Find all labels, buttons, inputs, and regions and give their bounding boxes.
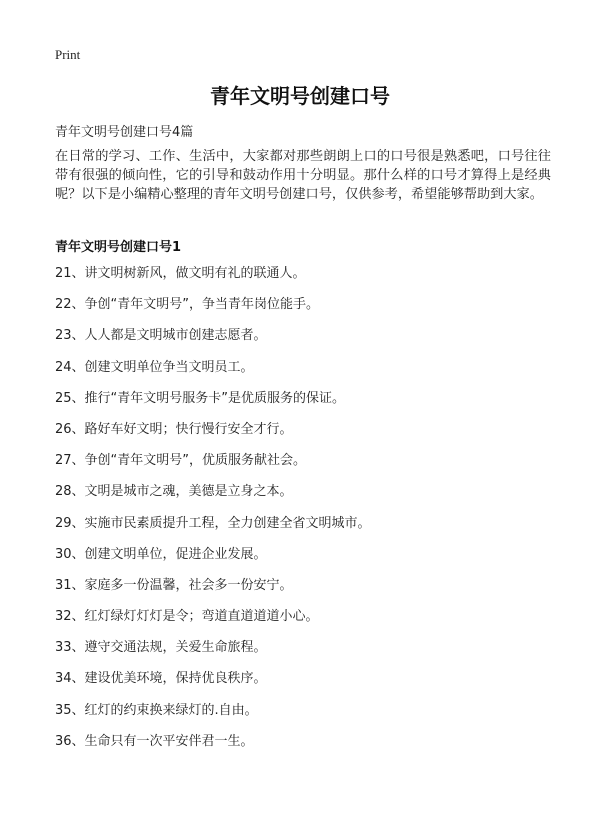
list-item: 32、红灯绿灯灯灯是令；弯道直道道道小心。 xyxy=(55,609,319,625)
section-heading: 青年文明号创建口号1 xyxy=(55,240,182,255)
list-item: 33、遵守交通法规，关爱生命旅程。 xyxy=(55,640,267,656)
list-item: 35、红灯的约束换来绿灯的.自由。 xyxy=(55,702,258,718)
list-item: 22、争创“青年文明号”，争当青年岗位能手。 xyxy=(55,297,320,313)
list-item: 36、生命只有一次平安伴君一生。 xyxy=(55,733,254,749)
page-title: 青年文明号创建口号 xyxy=(210,84,390,108)
list-item: 27、争创“青年文明号”，优质服务献社会。 xyxy=(55,453,307,469)
slogan-list xyxy=(55,266,371,765)
document-subtitle: 青年文明号创建口号4篇 xyxy=(55,125,194,140)
print-label: Print xyxy=(55,47,81,62)
list-item: 29、实施市民素质提升工程，全力创建全省文明城市。 xyxy=(55,515,371,531)
list-item: 30、创建文明单位，促进企业发展。 xyxy=(55,546,267,562)
list-item: 26、路好车好文明；快行慢行安全才行。 xyxy=(55,421,293,437)
list-item: 23、人人都是文明城市创建志愿者。 xyxy=(55,328,267,344)
list-item: 24、创建文明单位争当文明员工。 xyxy=(55,359,254,375)
list-item: 28、文明是城市之魂，美德是立身之本。 xyxy=(55,484,293,500)
list-item: 31、家庭多一份温馨，社会多一份安宁。 xyxy=(55,577,293,593)
list-item: 25、推行“青年文明号服务卡”是优质服务的保证。 xyxy=(55,390,346,406)
list-item: 21、讲文明树新风，做文明有礼的联通人。 xyxy=(55,266,306,281)
list-item: 34、建设优美环境，保持优良秩序。 xyxy=(55,671,267,687)
intro-paragraph: 在日常的学习、工作、生活中，大家都对那些朗朗上口的口号很是熟悉吧，口号往往带有很强的倾向性，它的引导和鼓动作用十分明显。那什么样的口号才算得上是经典呢？以下是小编精心整理的青年文明号创建口号，仅供参考，希望能够帮助到大家。 xyxy=(55,149,551,202)
